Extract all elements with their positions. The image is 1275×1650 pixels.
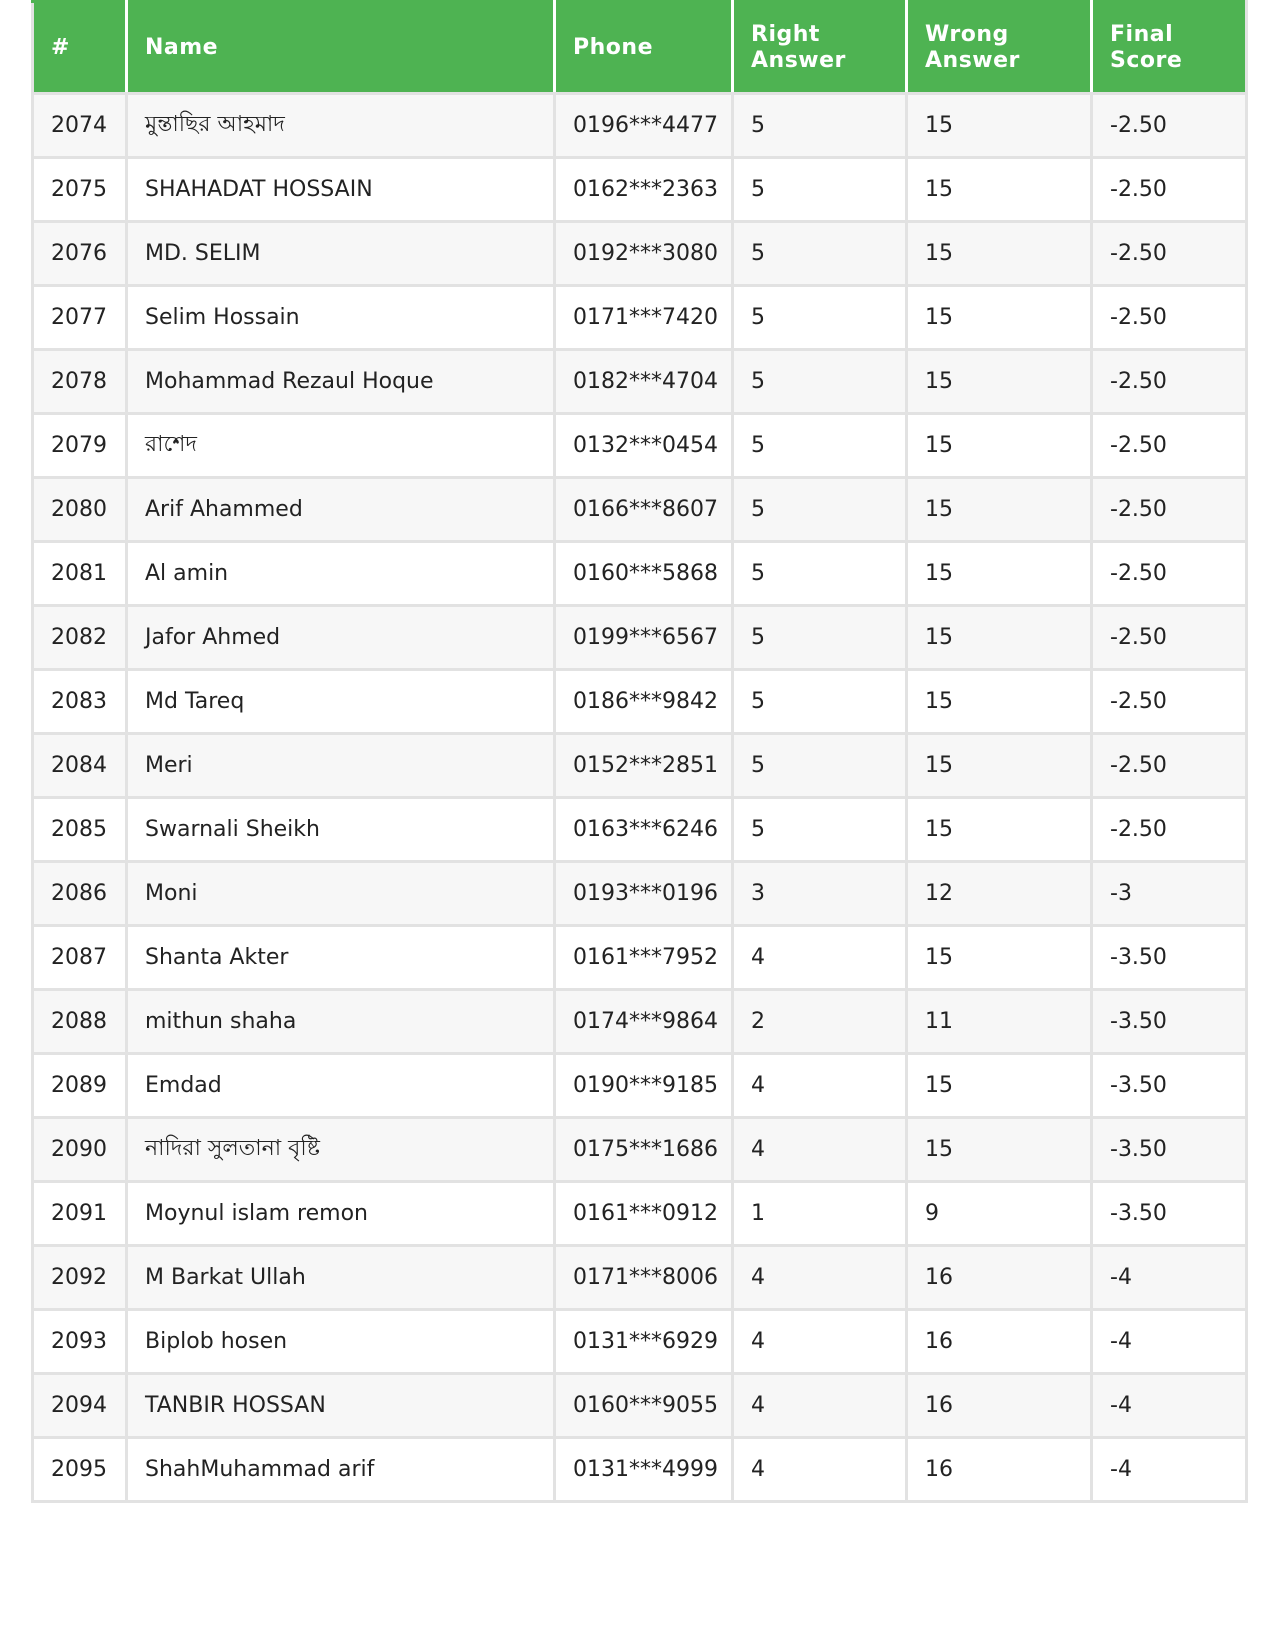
table-row [33,734,1247,798]
cell-wrong-answer: 16 [907,1246,1092,1310]
cell-final-score: -2.50 [1092,222,1247,286]
cell-phone: 0175***1686 [555,1118,733,1182]
table-row [33,862,1247,926]
cell-name: নাদিরা সুলতানা বৃষ্টি [127,1118,555,1182]
table-row [33,1310,1247,1374]
cell-wrong-answer: 15 [907,1054,1092,1118]
cell-rank: 2077 [33,286,127,350]
cell-wrong-answer: 15 [907,94,1092,158]
cell-rank: 2079 [33,414,127,478]
cell-phone: 0166***8607 [555,478,733,542]
cell-rank: 2078 [33,350,127,414]
cell-phone: 0131***6929 [555,1310,733,1374]
header-name: Name [127,2,555,94]
cell-name: Biplob hosen [127,1310,555,1374]
cell-name: মুন্তাছির আহমাদ [127,94,555,158]
cell-final-score: -2.50 [1092,414,1247,478]
cell-right-answer: 1 [733,1182,907,1246]
cell-right-answer: 3 [733,862,907,926]
cell-rank: 2080 [33,478,127,542]
cell-rank: 2091 [33,1182,127,1246]
table-row [33,1374,1247,1438]
cell-final-score: -2.50 [1092,542,1247,606]
cell-final-score: -2.50 [1092,286,1247,350]
table-row [33,414,1247,478]
cell-name: Jafor Ahmed [127,606,555,670]
cell-wrong-answer: 15 [907,350,1092,414]
cell-rank: 2090 [33,1118,127,1182]
cell-right-answer: 5 [733,478,907,542]
header-score-line1: Final [1110,21,1174,47]
cell-phone: 0160***9055 [555,1374,733,1438]
header-rank: # [33,2,127,94]
cell-rank: 2093 [33,1310,127,1374]
cell-final-score: -2.50 [1092,478,1247,542]
cell-final-score: -4 [1092,1310,1247,1374]
cell-final-score: -3 [1092,862,1247,926]
cell-phone: 0186***9842 [555,670,733,734]
cell-phone: 0171***8006 [555,1246,733,1310]
cell-right-answer: 4 [733,1054,907,1118]
cell-final-score: -2.50 [1092,734,1247,798]
cell-rank: 2074 [33,94,127,158]
cell-wrong-answer: 15 [907,670,1092,734]
cell-name: Arif Ahammed [127,478,555,542]
header-right-line1: Right [751,21,820,47]
cell-name: SHAHADAT HOSSAIN [127,158,555,222]
cell-name: Al amin [127,542,555,606]
cell-final-score: -4 [1092,1438,1247,1502]
cell-rank: 2082 [33,606,127,670]
table-row [33,926,1247,990]
cell-wrong-answer: 15 [907,734,1092,798]
cell-final-score: -3.50 [1092,926,1247,990]
cell-name: Moni [127,862,555,926]
table-row [33,478,1247,542]
cell-final-score: -4 [1092,1374,1247,1438]
cell-wrong-answer: 12 [907,862,1092,926]
cell-phone: 0131***4999 [555,1438,733,1502]
cell-name: Moynul islam remon [127,1182,555,1246]
cell-phone: 0163***6246 [555,798,733,862]
cell-final-score: -3.50 [1092,1054,1247,1118]
cell-rank: 2075 [33,158,127,222]
cell-right-answer: 5 [733,222,907,286]
cell-final-score: -3.50 [1092,1182,1247,1246]
table-row [33,990,1247,1054]
cell-wrong-answer: 9 [907,1182,1092,1246]
cell-name: Emdad [127,1054,555,1118]
cell-wrong-answer: 15 [907,1118,1092,1182]
table-row [33,606,1247,670]
header-score-line2: Score [1110,47,1183,73]
results-table [31,0,1248,1503]
cell-right-answer: 5 [733,542,907,606]
table-header [33,2,1247,94]
cell-right-answer: 5 [733,606,907,670]
table-row [33,1054,1247,1118]
cell-wrong-answer: 15 [907,926,1092,990]
header-wrong-line2: Answer [925,47,1020,73]
table-row [33,1246,1247,1310]
table-row [33,798,1247,862]
cell-name: MD. SELIM [127,222,555,286]
header-right-answer [733,2,907,94]
table-body [33,94,1247,1502]
cell-right-answer: 5 [733,158,907,222]
table-row [33,1438,1247,1502]
cell-name: M Barkat Ullah [127,1246,555,1310]
cell-phone: 0161***0912 [555,1182,733,1246]
cell-rank: 2083 [33,670,127,734]
cell-name: TANBIR HOSSAN [127,1374,555,1438]
cell-name: Md Tareq [127,670,555,734]
cell-wrong-answer: 11 [907,990,1092,1054]
cell-right-answer: 5 [733,94,907,158]
cell-right-answer: 2 [733,990,907,1054]
cell-right-answer: 4 [733,926,907,990]
header-row [33,2,1247,94]
cell-final-score: -2.50 [1092,798,1247,862]
cell-wrong-answer: 15 [907,798,1092,862]
cell-rank: 2086 [33,862,127,926]
cell-final-score: -2.50 [1092,606,1247,670]
table-row [33,1118,1247,1182]
cell-name: Mohammad Rezaul Hoque [127,350,555,414]
cell-final-score: -2.50 [1092,350,1247,414]
cell-name: Shanta Akter [127,926,555,990]
cell-right-answer: 5 [733,350,907,414]
cell-name: ShahMuhammad arif [127,1438,555,1502]
cell-right-answer: 5 [733,414,907,478]
cell-phone: 0162***2363 [555,158,733,222]
cell-final-score: -3.50 [1092,1118,1247,1182]
cell-final-score: -4 [1092,1246,1247,1310]
cell-final-score: -3.50 [1092,990,1247,1054]
table-row [33,222,1247,286]
table-row [33,1182,1247,1246]
cell-right-answer: 5 [733,734,907,798]
cell-name: রাশেদ [127,414,555,478]
cell-phone: 0171***7420 [555,286,733,350]
cell-right-answer: 4 [733,1246,907,1310]
cell-final-score: -2.50 [1092,158,1247,222]
cell-wrong-answer: 15 [907,542,1092,606]
cell-phone: 0132***0454 [555,414,733,478]
cell-name: Meri [127,734,555,798]
header-final-score [1092,2,1247,94]
cell-right-answer: 5 [733,670,907,734]
cell-phone: 0193***0196 [555,862,733,926]
cell-final-score: -2.50 [1092,94,1247,158]
cell-phone: 0192***3080 [555,222,733,286]
cell-rank: 2092 [33,1246,127,1310]
table-row [33,286,1247,350]
cell-wrong-answer: 15 [907,286,1092,350]
cell-phone: 0161***7952 [555,926,733,990]
cell-rank: 2084 [33,734,127,798]
cell-name: Selim Hossain [127,286,555,350]
cell-rank: 2076 [33,222,127,286]
cell-wrong-answer: 15 [907,478,1092,542]
header-wrong-answer [907,2,1092,94]
header-phone: Phone [555,2,733,94]
cell-wrong-answer: 15 [907,222,1092,286]
cell-phone: 0199***6567 [555,606,733,670]
cell-phone: 0190***9185 [555,1054,733,1118]
cell-final-score: -2.50 [1092,670,1247,734]
cell-phone: 0182***4704 [555,350,733,414]
cell-wrong-answer: 15 [907,158,1092,222]
table-row [33,542,1247,606]
cell-right-answer: 4 [733,1118,907,1182]
cell-phone: 0160***5868 [555,542,733,606]
table-row [33,158,1247,222]
results-table-container [31,0,1245,1503]
cell-rank: 2095 [33,1438,127,1502]
cell-phone: 0152***2851 [555,734,733,798]
cell-right-answer: 4 [733,1438,907,1502]
table-row [33,94,1247,158]
cell-right-answer: 4 [733,1310,907,1374]
cell-rank: 2087 [33,926,127,990]
cell-rank: 2088 [33,990,127,1054]
cell-phone: 0196***4477 [555,94,733,158]
cell-wrong-answer: 15 [907,606,1092,670]
cell-rank: 2085 [33,798,127,862]
header-right-line2: Answer [751,47,846,73]
cell-rank: 2094 [33,1374,127,1438]
cell-wrong-answer: 16 [907,1438,1092,1502]
cell-wrong-answer: 16 [907,1310,1092,1374]
cell-rank: 2089 [33,1054,127,1118]
header-wrong-line1: Wrong [925,21,1009,47]
cell-right-answer: 5 [733,798,907,862]
cell-wrong-answer: 15 [907,414,1092,478]
table-row [33,670,1247,734]
cell-rank: 2081 [33,542,127,606]
cell-name: Swarnali Sheikh [127,798,555,862]
cell-right-answer: 5 [733,286,907,350]
cell-right-answer: 4 [733,1374,907,1438]
cell-name: mithun shaha [127,990,555,1054]
cell-phone: 0174***9864 [555,990,733,1054]
cell-wrong-answer: 16 [907,1374,1092,1438]
table-row [33,350,1247,414]
